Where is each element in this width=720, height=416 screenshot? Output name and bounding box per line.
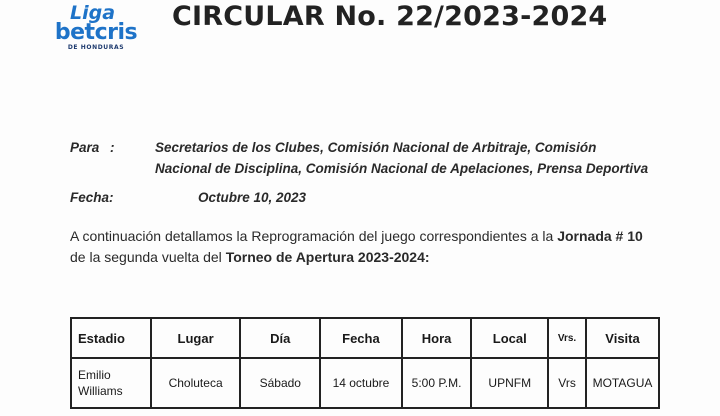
jornada-text: Jornada # 10 [557, 228, 643, 244]
cell-estadio-line2: Williams [78, 384, 123, 398]
header-fecha: Fecha [320, 318, 402, 358]
cell-estadio [71, 358, 151, 408]
recipients-line-2: Nacional de Disciplina, Comisión Nacional de Apelaciones, Prensa Deportiva [155, 161, 649, 176]
header-vrs: Vrs. [548, 318, 586, 358]
cell-dia: Sábado [240, 358, 320, 408]
header-visita: Visita [586, 318, 659, 358]
torneo-text: Torneo de Apertura 2023-2024: [225, 249, 430, 265]
body-line2-text: de la segunda vuelta del [70, 249, 226, 265]
cell-local: UPNFM [471, 358, 548, 408]
cell-vrs: Vrs [548, 358, 586, 408]
circular-title: CIRCULAR No. 22/2023-2024 [172, 1, 608, 32]
header-estadio: Estadio [71, 318, 151, 358]
liga-betcris-logo [50, 4, 142, 52]
table-row [71, 358, 659, 408]
logo-honduras-text: DE HONDURAS [67, 44, 125, 51]
cell-hora: 5:00 P.M. [402, 358, 472, 408]
body-line1-text: A continuación detallamos la Reprogramación del juego correspondientes a la [70, 228, 558, 244]
cell-lugar: Choluteca [151, 358, 241, 408]
fecha-value: Octubre 10, 2023 [198, 190, 307, 205]
body-paragraph-line-2 [70, 249, 430, 265]
cell-fecha: 14 octubre [320, 358, 402, 408]
header-lugar: Lugar [151, 318, 241, 358]
para-label: Para [70, 140, 100, 155]
recipients-line-1: Secretarios de los Clubes, Comisión Nacional de Arbitraje, Comisión [155, 140, 597, 155]
logo-betcris-text: betcris [54, 20, 138, 45]
table-header-row [71, 318, 659, 358]
cell-estadio-line1: Emilio [78, 368, 111, 382]
cell-visita: MOTAGUA [586, 358, 659, 408]
schedule-table [70, 317, 660, 409]
body-paragraph-line-1 [70, 228, 643, 244]
header-hora: Hora [402, 318, 472, 358]
para-colon: : [110, 140, 115, 155]
fecha-label: Fecha: [70, 190, 114, 205]
logo-liga-text: Liga [70, 2, 116, 24]
header-local: Local [471, 318, 548, 358]
header-dia: Día [240, 318, 320, 358]
